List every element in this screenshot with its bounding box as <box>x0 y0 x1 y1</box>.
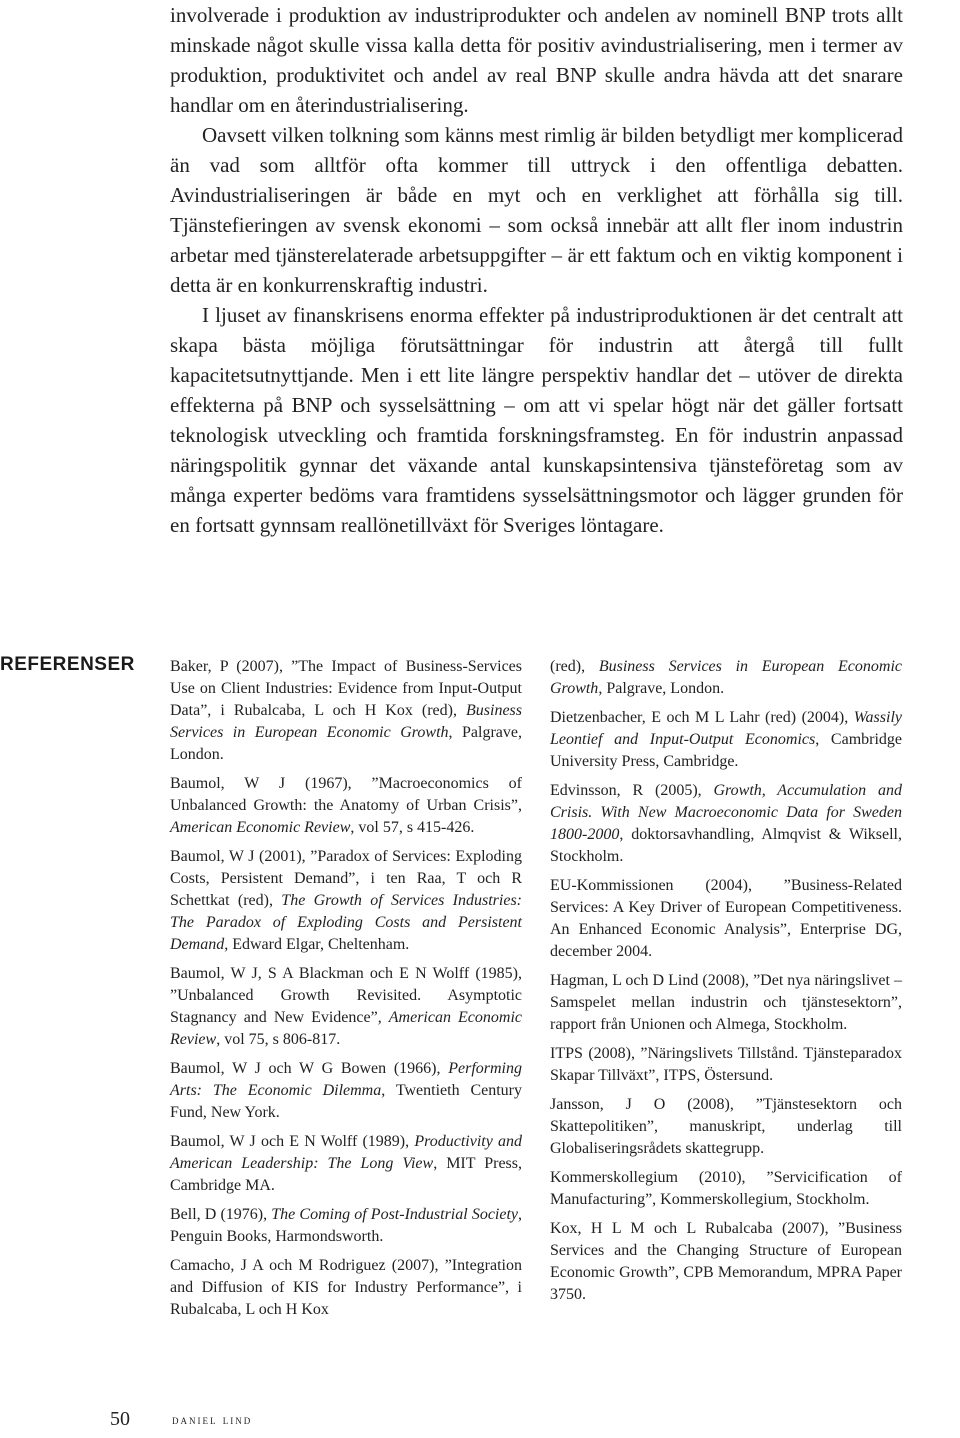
reference-title: The Coming of Post-Industrial Society <box>271 1206 519 1223</box>
reference-text: ITPS (2008), ”Näringslivets Tillstånd. Tjänsteparadox Skapar Tillväxt”, ITPS, Östersund. <box>550 1045 902 1084</box>
references-column-2 <box>550 656 902 1313</box>
reference-title: Business Services in European Economic Growth <box>550 658 902 697</box>
reference-title: Wassily Leontief and Input-Output Economics <box>550 709 902 748</box>
reference-entry <box>550 707 902 773</box>
reference-text: Baumol, W J och E N Wolff (1989), <box>170 1133 415 1150</box>
reference-text: , doktorsavhandling, Almqvist & Wiksell, Stockholm. <box>550 826 902 865</box>
reference-text: , vol 75, s 806-817. <box>216 1031 341 1048</box>
reference-text: Camacho, J A och M Rodriguez (2007), ”Integration and Diffusion of KIS for Industry Performance”, i Rubalcaba, L och H Kox <box>170 1257 522 1318</box>
reference-title: Performing Arts: The Economic Dilemma <box>170 1060 522 1099</box>
reference-title: The Growth of Services Industries: The Paradox of Exploding Costs and Persistent Demand <box>170 892 523 953</box>
page-number: 50 <box>110 1408 130 1430</box>
reference-text: Edvinsson, R (2005), <box>550 782 714 799</box>
reference-text: Bell, D (1976), <box>170 1206 272 1223</box>
reference-text: Baumol, W J (2001), ”Paradox of Services: Exploding Costs, Persistent Demand”, i ten Raa, T och R Schettkat (red), <box>170 848 522 909</box>
reference-entry <box>170 963 522 1051</box>
reference-entry <box>550 1167 902 1211</box>
reference-text: Kox, H L M och L Rubalcaba (2007), ”Business Services and the Changing Structure of European Economic Growth”, CPB Memorandum, MPRA Paper 3750. <box>550 1220 902 1303</box>
references-heading: REFERENSER <box>0 654 135 675</box>
side-label-part-2 <box>938 424 960 452</box>
reference-title: American Economic Review <box>170 1009 522 1048</box>
reference-entry <box>550 1218 902 1306</box>
reference-entry <box>550 970 902 1036</box>
reference-text: Baker, P (2007), ”The Impact of Business-Services Use on Client Industries: Evidence from Input-Output Data”, i Rubalcaba, L och H Kox (red), <box>170 658 522 719</box>
reference-text: Baumol, W J, S A Blackman och E N Wolff (1985), ”Unbalanced Growth Revisited. Asymptotic Stagnancy and New Evidence”, <box>170 965 522 1026</box>
body-paragraph: Oavsett vilken tolkning som känns mest rimlig är bilden betydligt mer komplicerad än vad som alltför ofta kommer till uttryck i den offentliga debatten. Avindustrialiseringen är både en myt och en verklighet att förhålla sig till. Tjänstefieringen av svensk ekonomi – som också innebär att allt fler inom industrin arbetar med tjänsterelaterade arbetsuppgifter – är ett faktum och en viktig komponent i detta är en konkurrenskraftig industri. <box>170 123 903 297</box>
running-author: daniel lind <box>172 1412 253 1427</box>
reference-title: Productivity and American Leadership: The Long View <box>170 1133 523 1172</box>
reference-entry <box>170 1255 522 1321</box>
body-paragraph: I ljuset av finanskrisens enorma effekter på industriproduktionen är det centralt att skapa bästa möjliga förutsättningar för industrin att återgå till fullt kapacitetsutnyttjande. Men i ett lite längre perspektiv handlar det – utöver de direkta effekterna på BNP och sysselsättning – om att vi spelar högt när det gäller fortsatt teknologisk utveckling och framtida forskningsframsteg. En för industrin anpassad näringspolitik gynnar det växande antal kunskapsintensiva tjänsteföretag som av många experter bedöms vara framtidens sysselsättningsmotor och lägger grunden för en fortsatt gynnsam reallönetillväxt för Sveriges löntagare. <box>170 303 903 537</box>
reference-text: , Palgrave, London. <box>170 724 522 763</box>
references-column-1 <box>170 656 522 1328</box>
reference-text: EU-Kommissionen (2004), ”Business-Related Services: A Key Driver of European Competitiveness. An Enhanced Economic Analysis”, Enterprise DG, december 2004. <box>550 877 902 960</box>
reference-text: , MIT Press, Cambridge MA. <box>170 1155 523 1194</box>
reference-title: American Economic Review <box>170 819 351 836</box>
reference-text: , vol 57, s 415-426. <box>350 819 475 836</box>
reference-entry <box>170 656 522 766</box>
reference-entry <box>170 1204 522 1248</box>
reference-entry <box>170 1131 522 1197</box>
reference-entry <box>550 1094 902 1160</box>
reference-entry <box>550 1043 902 1087</box>
reference-text: (red), <box>550 658 599 675</box>
reference-entry <box>550 656 902 700</box>
reference-text: , Cambridge University Press, Cambridge. <box>550 731 903 770</box>
reference-text: Baumol, W J och W G Bowen (1966), <box>170 1060 449 1077</box>
reference-text: Dietzenbacher, E och M L Lahr (red) (2004), <box>550 709 854 726</box>
reference-text: Kommerskollegium (2010), ”Servicification of Manufacturing”, Kommerskollegium, Stockholm. <box>550 1169 902 1208</box>
body-paragraph: involverade i produktion av industriprodukter och andelen av nominell BNP trots allt minskade något skulle vissa kalla detta för positiv avindustrialisering, men i termer av produktion, produktivitet och andel av real BNP skulle andra hävda att det snarare handlar om en återindustrialisering. <box>170 3 903 117</box>
reference-text: , Twentieth Century Fund, New York. <box>170 1082 522 1121</box>
reference-entry <box>170 1058 522 1124</box>
journal-side-label <box>938 252 960 452</box>
reference-text: , Edward Elgar, Cheltenham. <box>224 936 410 953</box>
reference-text: Hagman, L och D Lind (2008), ”Det nya näringslivet – Samspelet mellan industrin och tjänstesektorn”, rapport från Unionen och Almega, Stockholm. <box>550 972 902 1033</box>
reference-entry <box>550 875 902 963</box>
page-footer <box>110 1408 510 1438</box>
article-body <box>170 0 903 540</box>
reference-text: , Palgrave, London. <box>598 680 725 697</box>
reference-title: Growth, Accumulation and Crisis. With New Macroeconomic Data for Sweden 1800-2000 <box>550 782 902 843</box>
reference-entry <box>170 773 522 839</box>
reference-text: Baumol, W J (1967), ”Macroeconomics of Unbalanced Growth: the Anatomy of Urban Crisis”, <box>170 775 522 814</box>
reference-text: , Penguin Books, Harmondsworth. <box>170 1206 523 1245</box>
reference-entry <box>170 846 522 956</box>
reference-text: Jansson, J O (2008), ”Tjänstesektorn och Skattepolitiken”, manuskript, underlag till Globaliseringsrådets skattegrupp. <box>550 1096 902 1157</box>
reference-entry <box>550 780 902 868</box>
reference-title: Business Services in European Economic Growth <box>170 702 522 741</box>
